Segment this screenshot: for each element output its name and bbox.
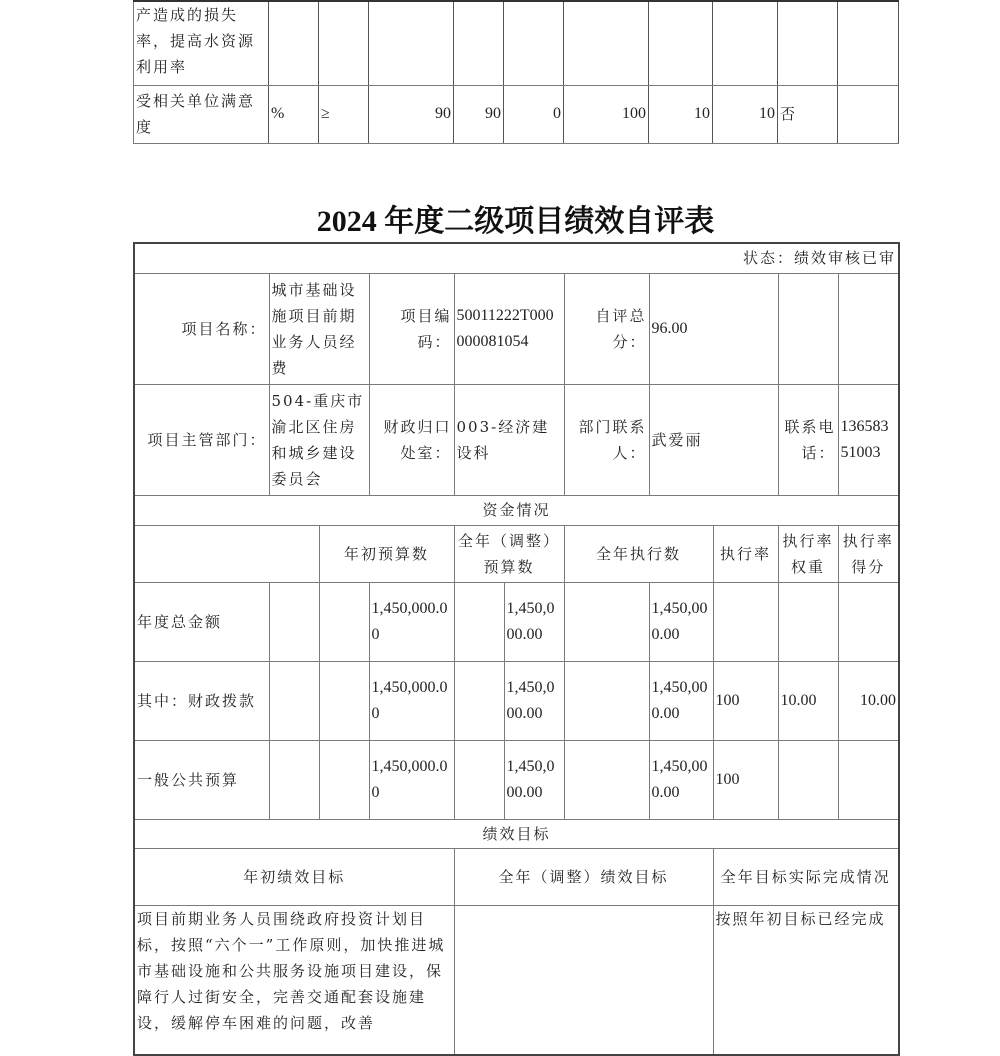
self-score-value: 96.00 [649, 273, 778, 384]
empty-cell [564, 740, 649, 819]
empty-cell [454, 582, 504, 661]
indicator-target: 90 [369, 85, 454, 143]
funds-row-label: 年度总金额 [134, 582, 269, 661]
header-rate: 执行率 [713, 525, 778, 582]
evaluation-table [133, 242, 900, 1056]
indicator-score3 [713, 1, 778, 85]
project-name-value: 城市基础设施项目前期业务人员经费 [269, 273, 369, 384]
empty-cell [454, 740, 504, 819]
empty-cell [564, 582, 649, 661]
project-code-value: 50011222T000000081054 [454, 273, 564, 384]
empty-cell [778, 273, 838, 384]
phone-value: 13658351003 [838, 384, 899, 495]
funds-adjusted: 1,450,000.00 [504, 661, 564, 740]
funds-weight [778, 582, 838, 661]
header-actual-completion: 全年目标实际完成情况 [713, 848, 899, 905]
indicator-operator: ≥ [319, 85, 369, 143]
contact-value: 武爱丽 [649, 384, 778, 495]
indicator-extra [838, 85, 899, 143]
adjusted-goal-text [454, 905, 713, 1055]
empty-cell [319, 582, 369, 661]
phone-label: 联系电话： [778, 384, 838, 495]
empty-cell [319, 740, 369, 819]
indicator-flag: 否 [778, 85, 838, 143]
header-initial-budget: 年初预算数 [319, 525, 454, 582]
funds-rate: 100 [713, 661, 778, 740]
dept-value: 504-重庆市渝北区住房和城乡建设委员会 [269, 384, 369, 495]
actual-completion-text: 按照年初目标已经完成 [713, 905, 899, 1055]
indicator-score1 [564, 1, 649, 85]
header-adjusted-budget: 全年（调整）预算数 [454, 525, 564, 582]
indicator-row [134, 1, 899, 85]
header-adjusted-goal: 全年（调整）绩效目标 [454, 848, 713, 905]
funds-rate [713, 582, 778, 661]
indicator-adjusted [454, 1, 504, 85]
indicator-unit: % [269, 85, 319, 143]
funds-row [134, 740, 899, 819]
funds-section-header: 资金情况 [134, 495, 899, 525]
funds-adjusted: 1,450,000.00 [504, 740, 564, 819]
header-initial-goal: 年初绩效目标 [134, 848, 454, 905]
project-code-label: 项目编码： [369, 273, 454, 384]
empty-cell [838, 273, 899, 384]
funds-score: 10.00 [838, 661, 899, 740]
indicator-actual [504, 1, 564, 85]
indicator-score2 [649, 1, 713, 85]
funds-initial: 1,450,000.00 [369, 740, 454, 819]
header-score: 执行率得分 [838, 525, 899, 582]
indicator-score2: 10 [649, 85, 713, 143]
header-weight: 执行率权重 [778, 525, 838, 582]
indicator-name: 产造成的损失率，提高水资源利用率 [134, 1, 269, 85]
funds-weight [778, 740, 838, 819]
funds-row [134, 582, 899, 661]
empty-cell [134, 525, 319, 582]
funds-score [838, 740, 899, 819]
empty-cell [269, 582, 319, 661]
funds-adjusted: 1,450,000.00 [504, 582, 564, 661]
dept-label: 项目主管部门： [134, 384, 269, 495]
empty-cell [564, 661, 649, 740]
funds-rate: 100 [713, 740, 778, 819]
empty-cell [454, 661, 504, 740]
indicator-unit [269, 1, 319, 85]
self-score-label: 自评总分： [564, 273, 649, 384]
funds-initial: 1,450,000.00 [369, 582, 454, 661]
indicator-target [369, 1, 454, 85]
indicator-row [134, 85, 899, 143]
funds-row [134, 661, 899, 740]
indicator-name: 受相关单位满意度 [134, 85, 269, 143]
empty-cell [319, 661, 369, 740]
funds-executed: 1,450,000.00 [649, 582, 713, 661]
funds-row-label: 一般公共预算 [134, 740, 269, 819]
finance-office-value: 003-经济建设科 [454, 384, 564, 495]
empty-cell [269, 661, 319, 740]
project-name-label: 项目名称： [134, 273, 269, 384]
funds-row-label: 其中：财政拨款 [134, 661, 269, 740]
funds-weight: 10.00 [778, 661, 838, 740]
header-executed: 全年执行数 [564, 525, 713, 582]
funds-executed: 1,450,000.00 [649, 740, 713, 819]
goals-section-header: 绩效目标 [134, 819, 899, 848]
funds-initial: 1,450,000.00 [369, 661, 454, 740]
indicator-score1: 100 [564, 85, 649, 143]
page-title: 2024 年度二级项目绩效自评表 [316, 205, 715, 238]
indicator-table [133, 0, 899, 144]
indicator-adjusted: 90 [454, 85, 504, 143]
funds-score [838, 582, 899, 661]
indicator-extra [838, 1, 899, 85]
finance-office-label: 财政归口处室： [369, 384, 454, 495]
initial-goal-text: 项目前期业务人员围绕政府投资计划目标，按照“六个一”工作原则，加快推进城市基础设施和公共服务设施项目建设，保障行人过街安全，完善交通配套设施建设，缓解停车困难的问题，改善 [134, 905, 454, 1055]
empty-cell [269, 740, 319, 819]
indicator-operator [319, 1, 369, 85]
funds-executed: 1,450,000.00 [649, 661, 713, 740]
status-badge: 状态：绩效审核已审 [134, 243, 899, 273]
indicator-actual: 0 [504, 85, 564, 143]
indicator-score3: 10 [713, 85, 778, 143]
indicator-flag [778, 1, 838, 85]
contact-label: 部门联系人： [564, 384, 649, 495]
